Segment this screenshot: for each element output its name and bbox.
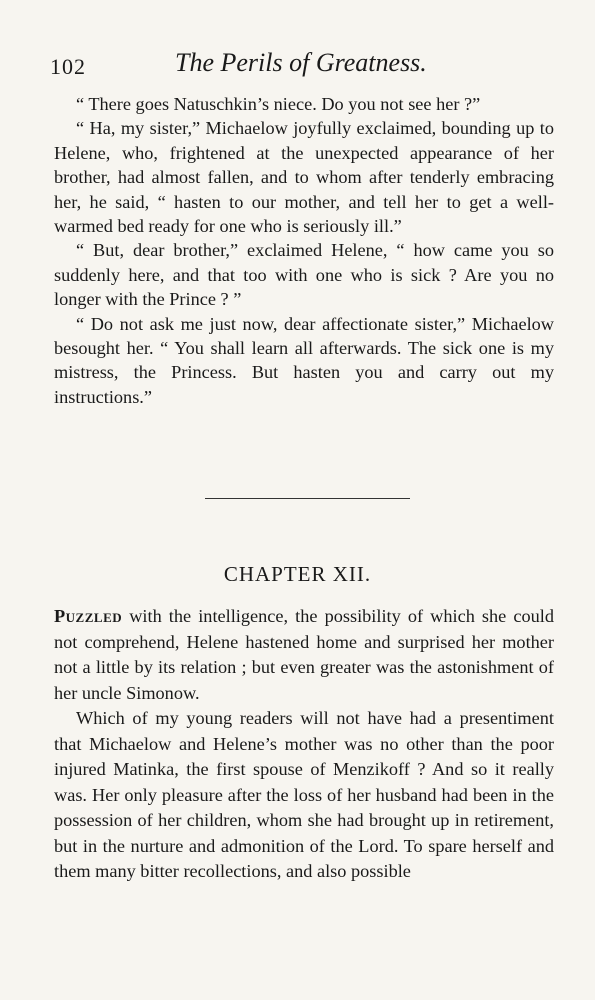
paragraph: “ Ha, my sister,” Michaelow joyfully exclaimed, bounding up to Helene, who, frightened at the unexpected appearance of her brother, had almost fallen, and to whom after tenderly embracing her, he said, “ hasten to our mother, and tell her to get a well-warmed bed ready for one who is seriously ill.”	[54, 118, 554, 237]
paragraph: “ But, dear brother,” exclaimed Helene, “ how came you so suddenly here, and that too with one who is sick ? Are you no longer with the Prince ? ”	[54, 240, 554, 310]
opening-paragraph-text: with the intelligence, the possibility of which she could not comprehend, Helene hastened home and surprised her mother not a little by its relation ; but even greater was the astonishment of her uncle Simonow.	[54, 606, 554, 703]
running-title: The Perils of Greatness.	[175, 48, 427, 77]
section-divider	[205, 498, 410, 499]
chapter-body	[54, 604, 554, 885]
paragraph: “ Do not ask me just now, dear affectionate sister,” Michaelow besought her. “ You shall learn all afterwards. The sick one is my mistress, the Princess. But hasten you and carry out my instructions.”	[54, 313, 554, 407]
opening-word: Puzzled	[54, 606, 123, 626]
page-header	[50, 48, 550, 82]
paragraph: “ There goes Natuschkin’s niece. Do you not see her ?”	[76, 94, 481, 114]
dialogue-section	[54, 92, 554, 409]
page-number: 102	[50, 54, 86, 79]
paragraph: Which of my young readers will not have had a presentiment that Michaelow and Helene’s mother was no other than the poor injured Matinka, the first spouse of Menzikoff ? And so it really was. Her only pleasure after the loss of her husband had been in the possession of her children, whom she had brought up in retirement, but in the nurture and admonition of the Lord. To spare herself and them many bitter recollections, and also possible	[54, 708, 554, 881]
opening-paragraph	[54, 604, 554, 706]
chapter-heading: CHAPTER XII.	[223, 562, 372, 586]
